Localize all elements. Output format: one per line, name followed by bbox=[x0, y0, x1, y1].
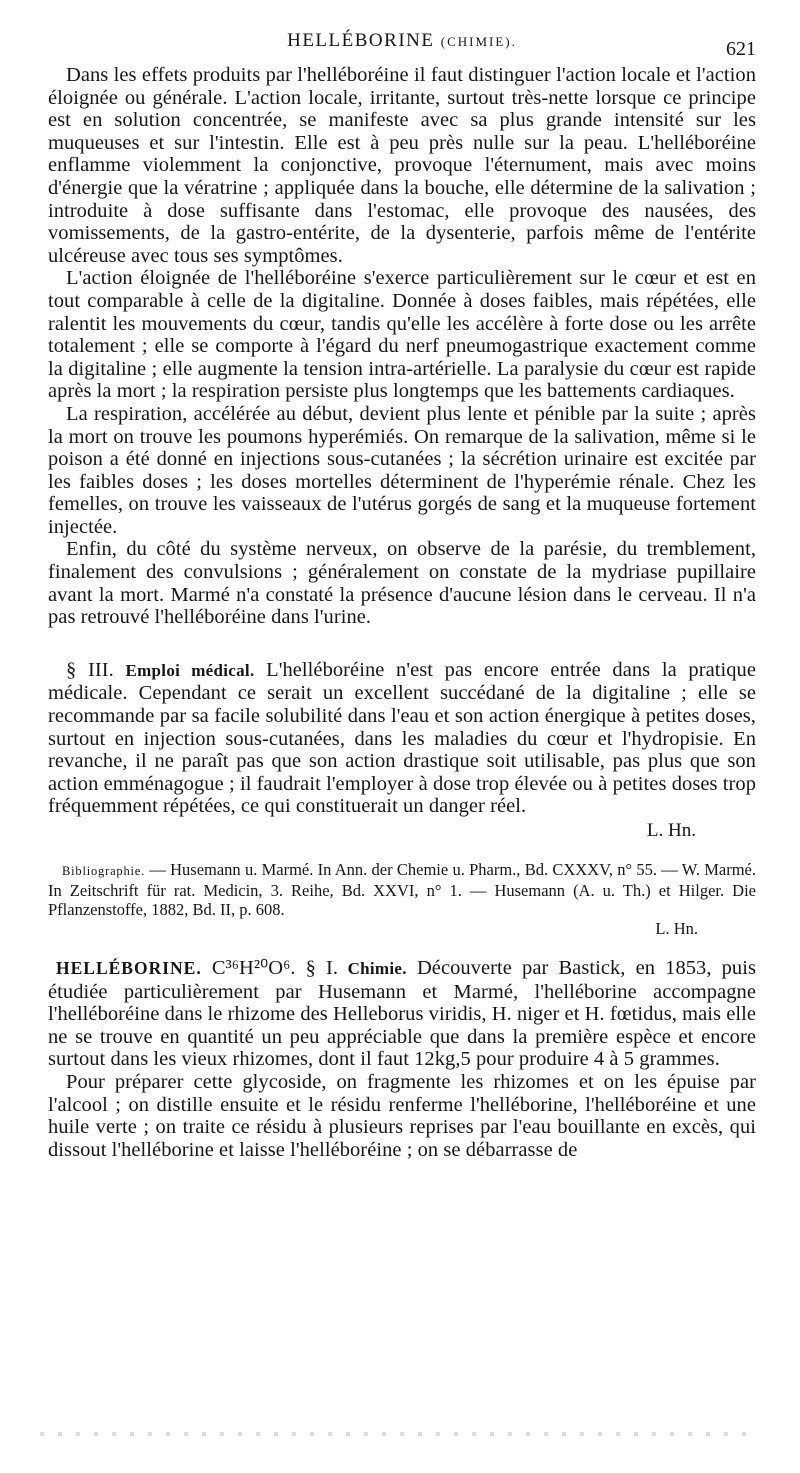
paragraph-nervous-system: Enfin, du côté du système nerveux, on observe de la parésie, du tremblement, finalement des convulsions ; généralement on constate de la mydriase pupillaire avant la mort. Marmé n'a constaté la présence d'aucune lésion dans le cerveau. Il n'a pas retrouvé l'helléboréine dans l'urine. bbox=[48, 538, 756, 629]
section-medical-use bbox=[48, 659, 756, 818]
author-signature: L. Hn. bbox=[646, 820, 696, 841]
scan-noise bbox=[40, 1432, 760, 1436]
running-title bbox=[48, 30, 756, 52]
entry-section-marker: § I. bbox=[305, 957, 339, 979]
bibliography bbox=[48, 860, 756, 919]
bibliography-signature: L. Hn. bbox=[655, 919, 698, 938]
page-number: 621 bbox=[726, 38, 756, 60]
bibliography-text: — Husemann u. Marmé. In Ann. der Chemie u. Pharm., Bd. CXXXV, n° 55. — W. Marmé. In Zeitschrift für rat. Medicin, 3. Reihe, Bd. XXVI, n° 1. — Husemann (A. u. Th.) et Hilger. Die Pflanzenstoffe, 1882, Bd. II, p. 608. bbox=[48, 860, 756, 919]
paragraph-respiration: La respiration, accélérée au début, devient plus lente et pénible par la suite ; après la mort on trouve les poumons hyperémiés. On remarque de la salivation, même si le poison a été donné en injections sous-cutanées ; la sécrétion urinaire est excitée par les faibles doses ; les doses mortelles déterminent de l'hyperémie rénale. Chez les femelles, on trouve les vaisseaux de l'utérus gorgés de sang et la muqueuse fortement injectée. bbox=[48, 402, 756, 538]
section-marker: § III. bbox=[66, 658, 114, 681]
section-heading: Emploi médical. bbox=[125, 660, 255, 680]
entry-headword: HELLÉBORINE. bbox=[56, 958, 202, 978]
section-gap bbox=[48, 629, 756, 659]
running-title-text: HELLÉBORINE bbox=[287, 30, 435, 51]
section-text: L'helléboréine n'est pas encore entrée dans la pratique médicale. Cependant ce serait un excellent succédané de la digitaline ; elle se recommande par sa facile solubilité dans l'eau et son action énergique à petites doses, surtout en injection sous-cutanées, dans les maladies du cœur et l'hydropisie. En revanche, il ne paraît pas que son action drastique soit utilisable, pas plus que son action emménagogue ; il faudrait l'employer à dose trop élevée ou à petites doses trop fréquemment répétées, ce qui constituerait un danger réel. bbox=[48, 658, 756, 818]
paragraph-preparation: Pour préparer cette glycoside, on fragmente les rhizomes et on les épuise par l'alcool ; on distille ensuite et le résidu renferme l'helléborine, l'helléboréine et une huile verte ; on traite ce résidu à plusieurs reprises par l'eau bouillante en excès, qui dissout l'helléborine et laisse l'helléboréine ; on se débarrasse de bbox=[48, 1070, 756, 1161]
paragraph-local-action: Dans les effets produits par l'helléboréine il faut distinguer l'action locale et l'action éloignée ou générale. L'action locale, irritante, surtout très-nette lorsque ce principe est en solution concentrée, se manifeste avec sa plus grande intensité sur les muqueuses et sur l'intestin. Elle est à peu près nulle sur la peau. L'helléboréine enflamme violemment la conjonctive, provoque l'éternument, mais avec moins d'énergie que la vératrine ; appliquée dans la bouche, elle détermine de la salivation ; introduite à dose suffisante dans l'estomac, elle provoque des nausées, des vomissements, de la gastro-entérite, de la dysenterie, parfois même de l'entérite ulcéreuse avec tous ses symptômes. bbox=[48, 64, 756, 267]
entry-section-name: Chimie. bbox=[338, 959, 407, 978]
paragraph-remote-action: L'action éloignée de l'helléboréine s'exerce particulièrement sur le cœur et est en tout comparable à celle de la digitaline. Donnée à doses faibles, mais répétées, elle ralentit les mouvements du cœur, tandis qu'elle les accélère à forte dose ou les arrête totalement ; elle se comporte à l'égard du nerf pneumogastrique exactement comme la digitaline ; elle augmente la tension intra-artérielle. La paralysie du cœur est rapide après la mort ; la respiration persiste plus longtemps que les battements cardiaques. bbox=[48, 267, 756, 403]
running-subtitle: (CHIMIE). bbox=[440, 34, 517, 49]
entry-formula: C³⁶H²⁰O⁶. bbox=[201, 957, 306, 979]
section-gap bbox=[48, 939, 756, 957]
bibliography-label: Bibliographie. bbox=[62, 864, 146, 878]
running-header bbox=[48, 30, 756, 64]
entry-text: Découverte par Bastick, en 1853, puis étudiée particulièrement par Husemann et Marmé, l'helléborine accompagne l'helléboréine dans le rhizome des Helleborus viridis, H. niger et H. fœtidus, mais elle ne se trouve en quantité un peu appréciable que dans la première espèce et encore surtout dans les vieux rhizomes, dont il faut 12kg,5 pour produire 4 à 5 grammes. bbox=[48, 957, 757, 1071]
entry-helleborine bbox=[48, 957, 756, 1071]
